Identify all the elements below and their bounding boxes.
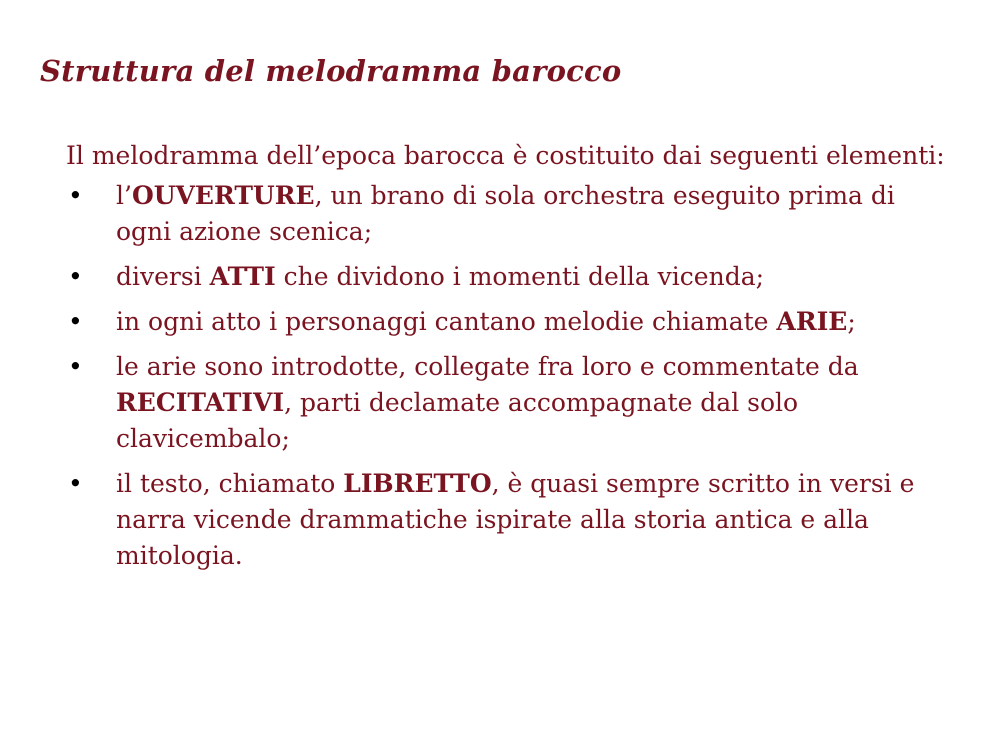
bullet-text-pre: diversi <box>116 262 210 291</box>
bullet-item-recitativi <box>66 349 946 457</box>
bullet-text-post: , un brano di sola orchestra eseguito prima di ogni azione scenica; <box>116 181 895 246</box>
bullet-dot-icon: • <box>68 352 83 381</box>
bullet-text-pre: il testo, chiamato <box>116 469 344 498</box>
bullet-text-post: che dividono i momenti della vicenda; <box>275 262 765 291</box>
bullet-text-pre: l’ <box>116 181 132 210</box>
bullet-text-post: , parti declamate accompagnate dal solo clavicembalo; <box>116 388 799 453</box>
bullet-keyword: ARIE <box>776 307 848 336</box>
bullet-item-libretto <box>66 466 946 574</box>
intro-text: Il melodramma dell’epoca barocca è costituito dai seguenti elementi: <box>66 141 945 170</box>
bullet-text-pre: le arie sono introdotte, collegate fra loro e commentate da <box>116 352 859 381</box>
bullet-item-arie <box>66 304 946 340</box>
slide-title: Struttura del melodramma barocco <box>40 54 622 88</box>
slide-content <box>66 138 946 583</box>
bullet-text-post: ; <box>847 307 856 336</box>
bullet-keyword: LIBRETTO <box>343 469 492 498</box>
bullet-dot-icon: • <box>68 307 83 336</box>
bullet-dot-icon: • <box>68 262 83 291</box>
bullet-text-pre: in ogni atto i personaggi cantano melodie chiamate <box>116 307 777 336</box>
bullet-keyword: ATTI <box>209 262 276 291</box>
bullet-dot-icon: • <box>68 469 83 498</box>
bullet-dot-icon: • <box>68 181 83 210</box>
bullet-text-post: , è quasi sempre scritto in versi e narra vicende drammatiche ispirate alla storia antica e alla mitologia. <box>116 469 915 570</box>
bullet-keyword: RECITATIVI <box>116 388 285 417</box>
bullet-keyword: OUVERTURE <box>131 181 315 210</box>
bullet-list <box>66 178 946 574</box>
bullet-item-atti <box>66 259 946 295</box>
bullet-item-ouverture <box>66 178 946 250</box>
